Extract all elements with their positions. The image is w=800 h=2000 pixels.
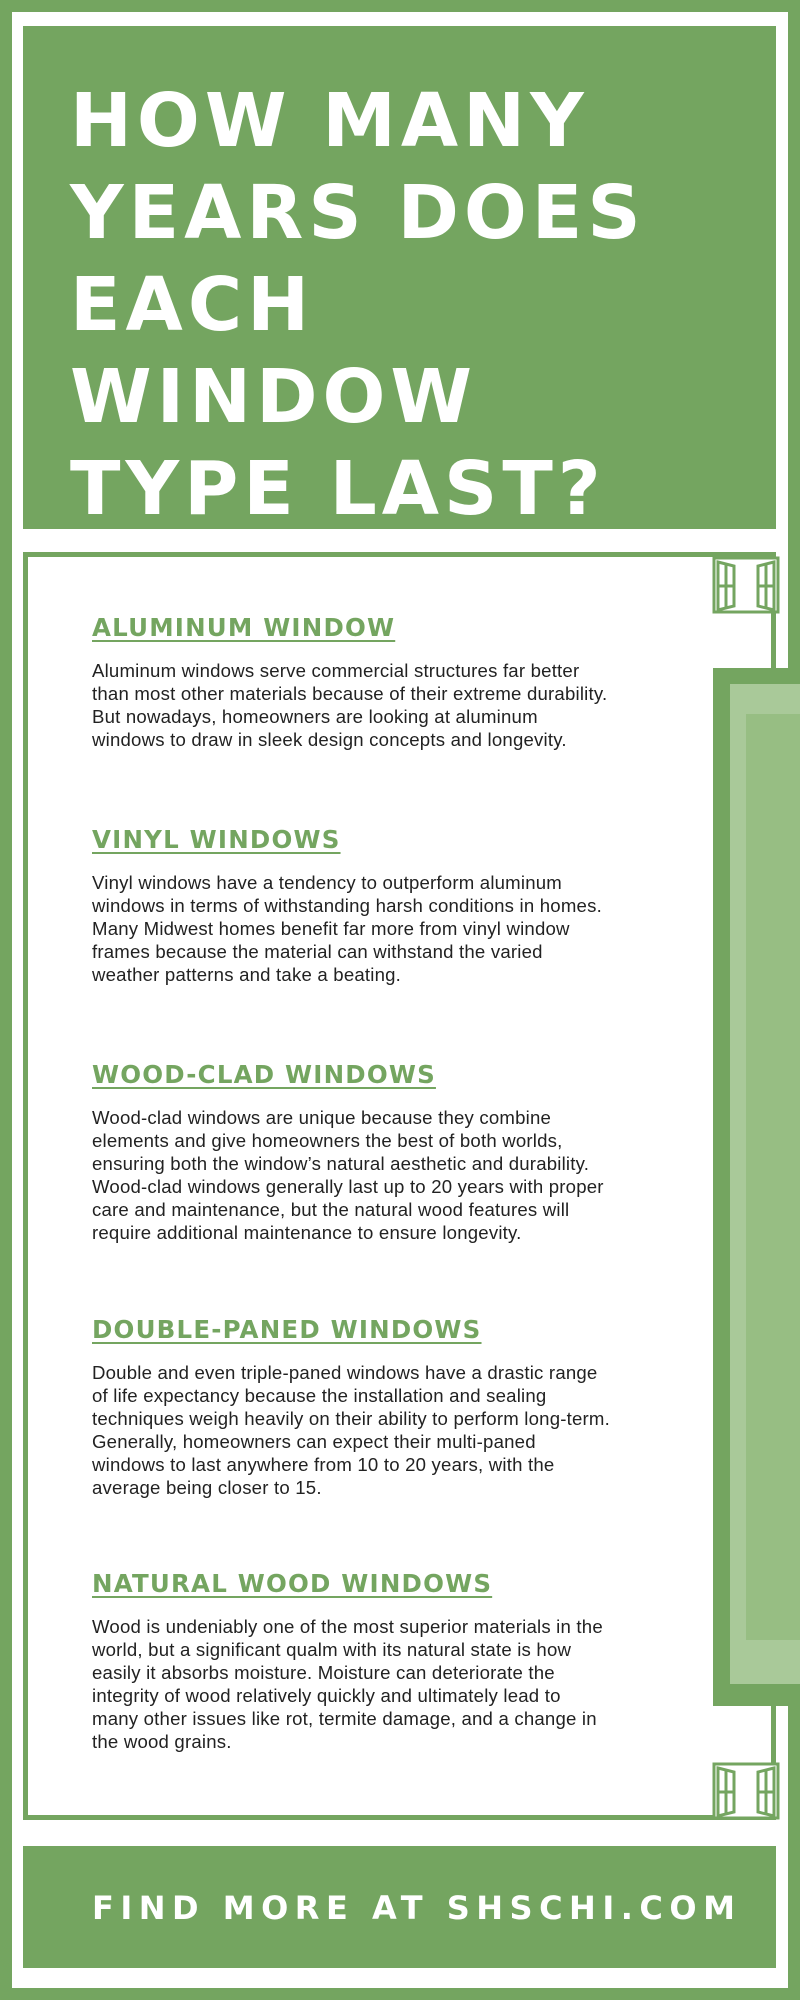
section-heading: NATURAL WOOD WINDOWS (92, 1569, 493, 1598)
footer-call-to-action: FIND MORE AT SHSCHI.COM (92, 1889, 742, 1927)
section-body: Wood is undeniably one of the most superior materials in the world, but a significant qualm with its natural state is how easily it absorbs moisture. Moisture can deteriorate the integrity of wood relatively quickly and ultimately lead to many other issues like rot, termite damage, and a change in the wood grains. (92, 1616, 603, 1752)
section-body: Vinyl windows have a tendency to outperform aluminum windows in terms of withstanding harsh conditions in homes. Many Midwest homes benefit far more from vinyl window frames because the material can withstand the varied weather patterns and take a beating. (92, 872, 602, 985)
shutter-inset (746, 714, 800, 1640)
section-heading: DOUBLE-PANED WINDOWS (92, 1315, 482, 1344)
section-aluminum-window (92, 611, 672, 751)
page-title: HOW MANY YEARS DOES EACH WINDOW TYPE LAST? (70, 78, 646, 532)
section-body: Wood-clad windows are unique because they combine elements and give homeowners the best of both worlds, ensuring both the window’s natural aesthetic and durability. Wood-clad windows generally last up to 20 years with proper care and maintenance, but the natural wood features will require additional maintenance to ensure longevity. (92, 1107, 604, 1243)
open-window-icon (712, 556, 780, 614)
open-window-icon (712, 1762, 780, 1820)
section-double-paned-windows (92, 1313, 672, 1499)
section-heading: ALUMINUM WINDOW (92, 613, 396, 642)
section-heading: VINYL WINDOWS (92, 825, 341, 854)
section-heading: WOOD-CLAD WINDOWS (92, 1060, 436, 1089)
section-vinyl-windows (92, 823, 672, 986)
section-wood-clad-windows (92, 1058, 672, 1244)
section-body: Double and even triple-paned windows have a drastic range of life expectancy because the installation and sealing techniques weigh heavily on their ability to perform long-term. Generally, homeowners can expect their multi-paned windows to last anywhere from 10 to 20 years, with the average being closer to 15. (92, 1362, 610, 1498)
section-natural-wood-windows (92, 1567, 672, 1753)
section-body: Aluminum windows serve commercial structures far better than most other materials because of their extreme durability. But nowadays, homeowners are looking at aluminum windows to draw in sleek design concepts and longevity. (92, 660, 608, 750)
